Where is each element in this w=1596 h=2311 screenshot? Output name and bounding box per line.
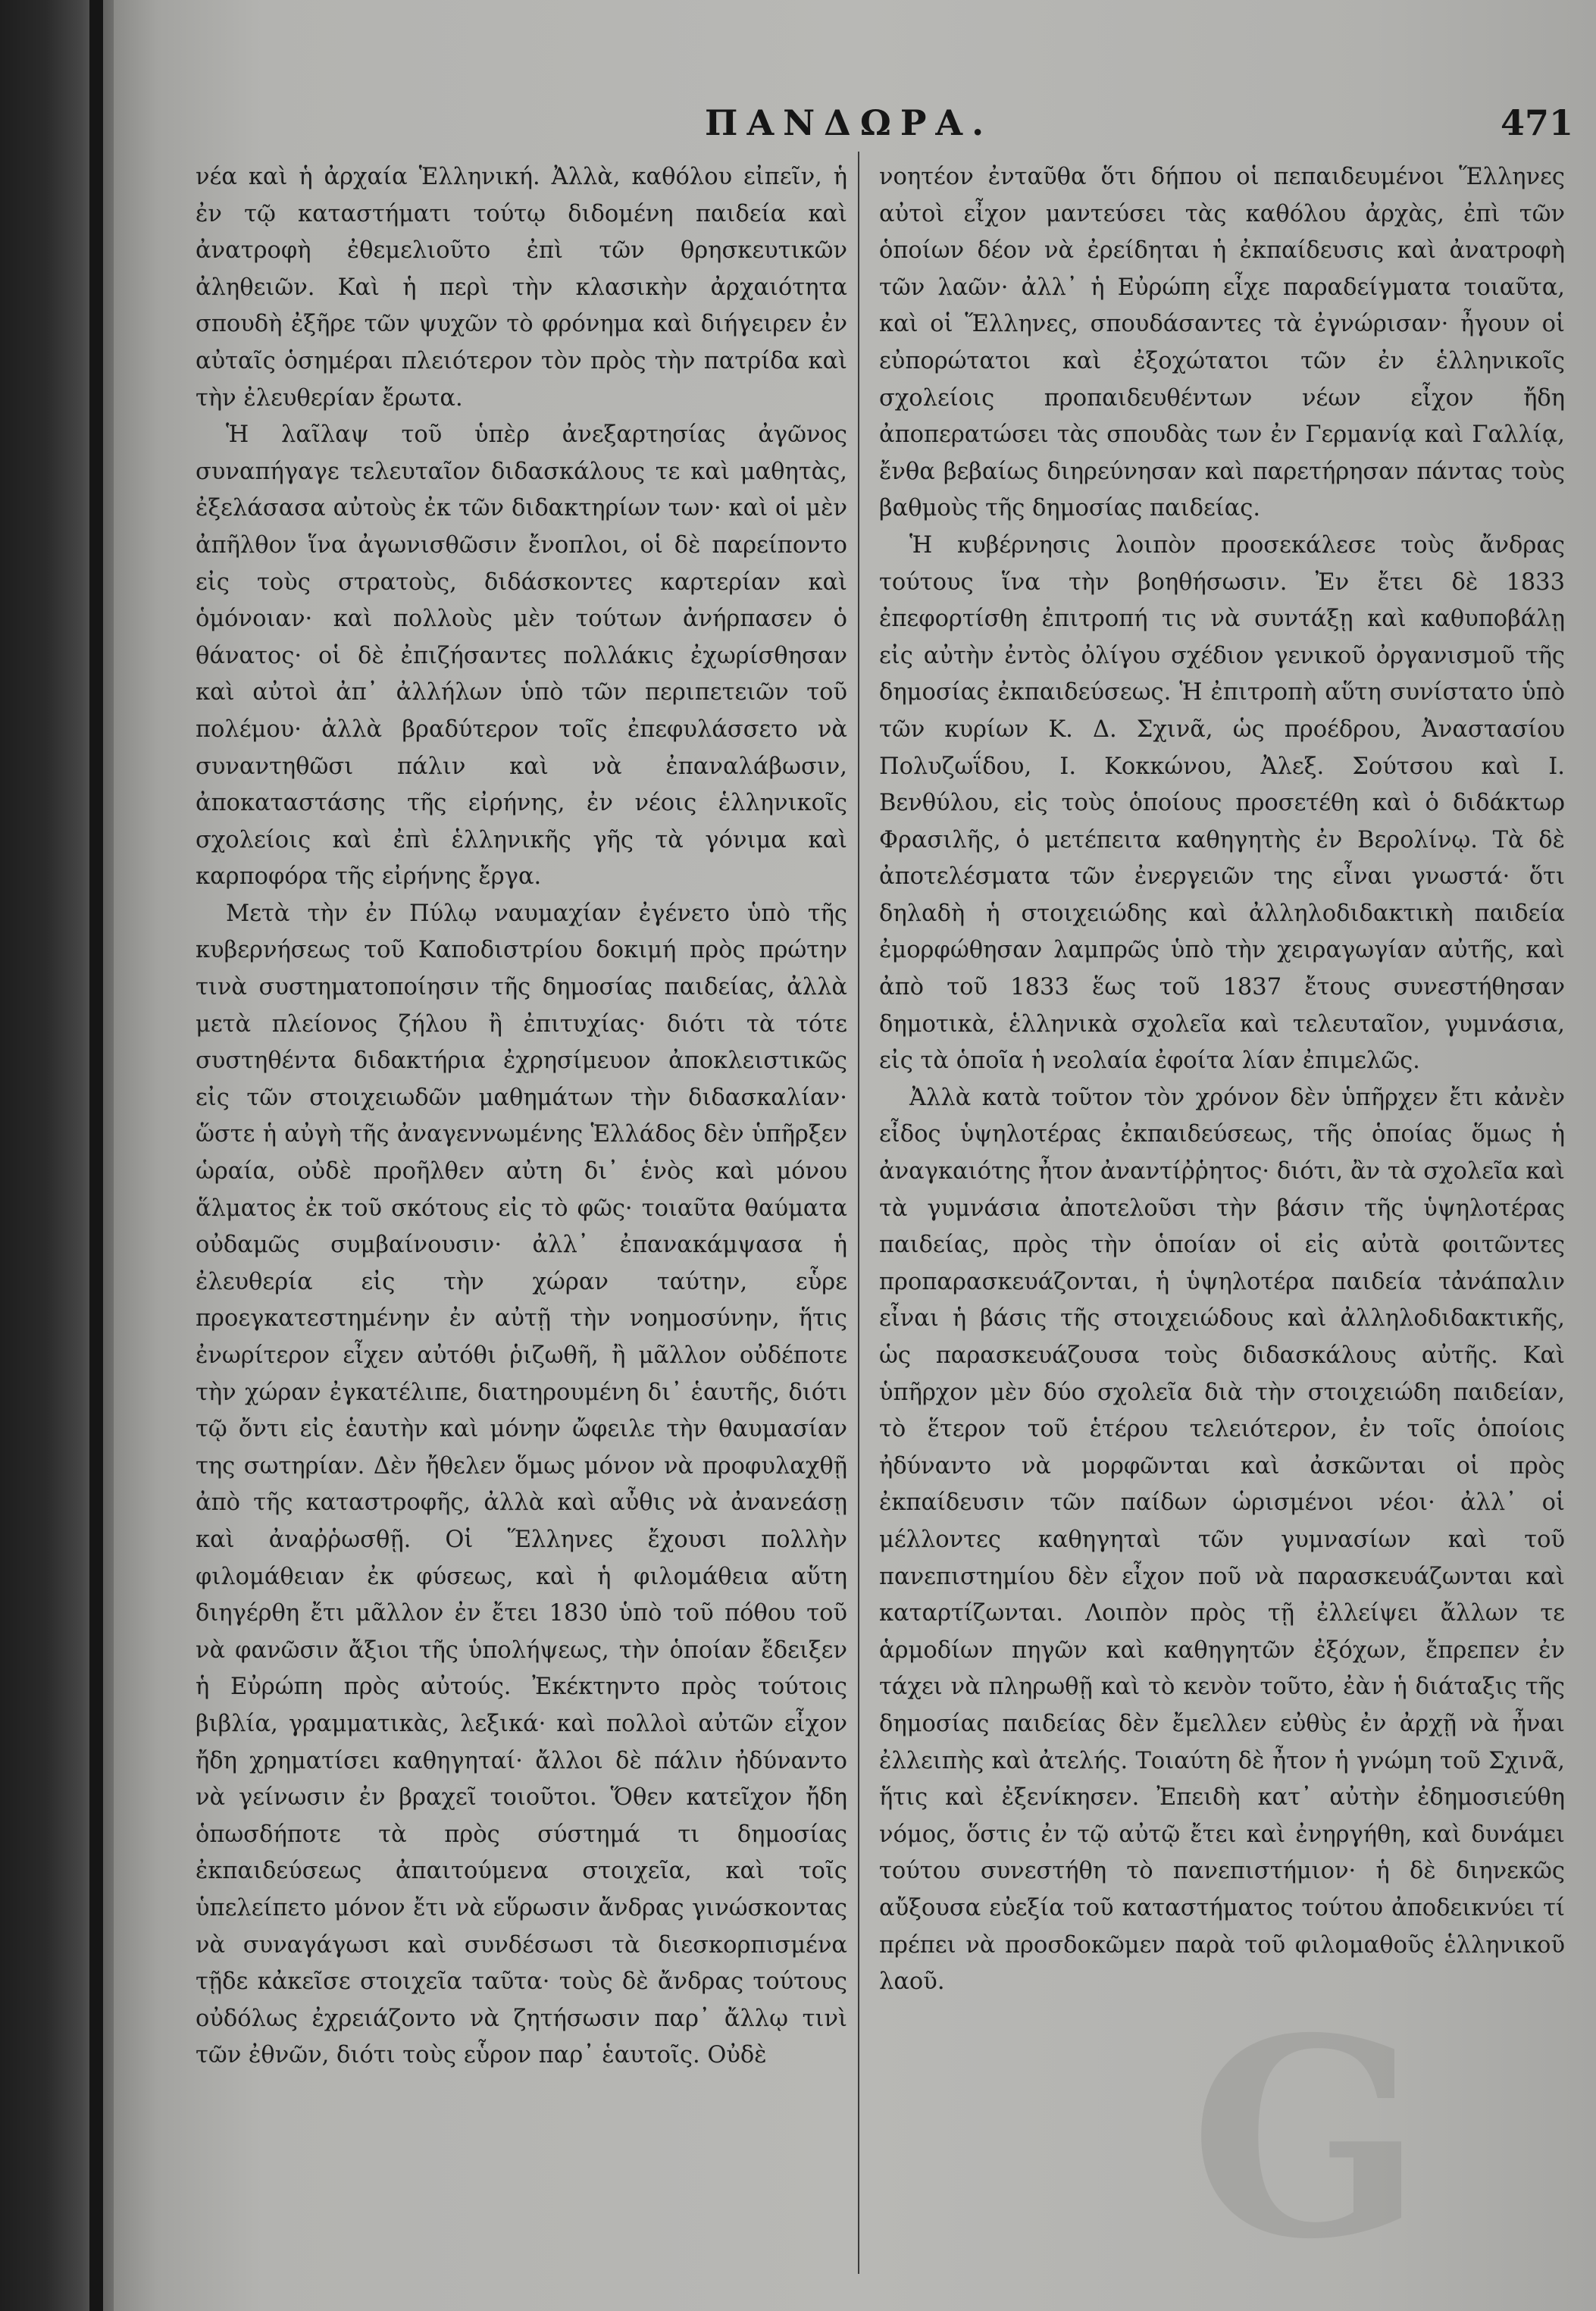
running-title: ΠΑΝΔΩΡΑ. (705, 102, 994, 143)
left-paragraph-3: Μετὰ τὴν ἐν Πύλῳ ναυμαχίαν ἐγένετο ὑπὸ τῆς κυβερνήσεως τοῦ Καποδιστρίου δοκιμή πρὸς πρώτην τινὰ συστηματοποίησιν τῆς δημοσίας παιδείας, ἀλλὰ μετὰ πλείονος ζήλου ἢ ἐπιτυχίας· διότι τὰ τότε συστηθέντα διδακτήρια ἐχρησίμευον ἀποκλειστικῶς εἰς τῶν στοιχειωδῶν μαθημάτων τὴν διδασκαλίαν· ὥστε ἡ αὐγὴ τῆς ἀναγεννωμένης Ἑλλάδος δὲν ὑπῆρξεν ὡραία, οὐδὲ προῆλθεν αὐτη δι᾽ ἑνὸς καὶ μόνου ἅλματος ἐκ τοῦ σκότους εἰς τὸ φῶς· τοιαῦτα θαύματα οὐδαμῶς συμβαίνουσιν· ἀλλ᾽ ἐπανακάμψασα ἡ ἐλευθερία εἰς τὴν χώραν ταύτην, εὗρε προεγκατεστημένην ἐν αὐτῇ τὴν νοημοσύνην, ἥτις ἐνωρίτερον εἶχεν αὐτόθι ῥιζωθῆ, ἢ μᾶλλον οὐδέποτε τὴν χώραν ἐγκατέλιπε, διατηρουμένη δι᾽ ἑαυτῆς, διότι τῷ ὄντι εἰς ἑαυτὴν καὶ μόνην ὤφειλε τὴν θαυμασίαν της σωτηρίαν. Δὲν ἤθελεν ὅμως μόνον νὰ προφυλαχθῇ ἀπὸ τῆς καταστροφῆς, ἀλλὰ καὶ αὖθις νὰ ἀνανεάσῃ καὶ ἀναῤῥωσθῇ. Οἱ Ἕλληνες ἔχουσι πολλὴν φιλομάθειαν ἐκ φύσεως, καὶ ἡ φιλομάθεια αὕτη διηγέρθη ἔτι μᾶλλον ἐν ἔτει 1830 ὑπὸ τοῦ πόθου τοῦ νὰ φανῶσιν ἄξιοι τῆς ὑπολήψεως, τὴν ὁποίαν ἔδειξεν ἡ Εὐρώπη πρὸς αὐτούς. Ἐκέκτηντο πρὸς τούτοις βιβλία, γραμματικὰς, λεξικά· καὶ πολλοὶ αὐτῶν εἶχον ἤδη χρηματίσει καθηγηταί· ἄλλοι δὲ πάλιν ἠδύναντο νὰ γείνωσιν ἐν βραχεῖ τοιοῦτοι. Ὅθεν κατεῖχον ἤδη ὁπωσδήποτε τὰ πρὸς σύστημά τι δημοσίας ἐκπαιδεύσεως ἀπαιτούμενα στοιχεῖα, καὶ τοῖς ὑπελείπετο μόνον ἔτι νὰ εὕρωσιν ἄνδρας γινώσκοντας νὰ συναγάγωσι καὶ συνδέσωσι τὰ διεσκορπισμένα τῇδε κἀκεῖσε στοιχεῖα ταῦτα· τοὺς δὲ ἄνδρας τούτους οὐδόλως ἐχρειάζοντο νὰ ζητήσωσιν παρ᾽ ἄλλῳ τινὶ τῶν ἐθνῶν, διότι τοὺς εὗρον παρ᾽ ἑαυτοῖς. Οὐδὲ (196, 900, 847, 2069)
left-paragraph-1: νέα καὶ ἡ ἀρχαία Ἑλληνική. Ἀλλὰ, καθόλου εἰπεῖν, ἡ ἐν τῷ καταστήματι τούτῳ διδομένη παιδεία καὶ ἀνατροφὴ ἐθεμελιοῦτο ἐπὶ τῶν θρησκευτικῶν ἀληθειῶν. Καὶ ἡ περὶ τὴν κλασικὴν ἀρχαιότητα σπουδὴ ἐξῆρε τῶν ψυχῶν τὸ φρόνημα καὶ διήγειρεν ἐν αὐταῖς ὁσημέραι πλειότερον τὸν πρὸς τὴν πατρίδα καὶ τὴν ἐλευθερίαν ἔρωτα. (196, 164, 847, 412)
left-paragraph-2: Ἡ λαῖλαψ τοῦ ὑπὲρ ἀνεξαρτησίας ἀγῶνος συναπήγαγε τελευταῖον διδασκάλους τε καὶ μαθητὰς, ἐξελάσασα αὐτοὺς ἐκ τῶν διδακτηρίων των· καὶ οἱ μὲν ἀπῆλθον ἵνα ἀγωνισθῶσιν ἔνοπλοι, οἱ δὲ παρείποντο εἰς τοὺς στρατοὺς, διδάσκοντες καρτερίαν καὶ ὁμόνοιαν· καὶ πολλοὺς μὲν τούτων ἀνήρπασεν ὁ θάνατος· οἱ δὲ ἐπιζήσαντες πολλάκις ἐχωρίσθησαν καὶ αὐτοὶ ἀπ᾽ ἀλλήλων ὑπὸ τῶν περιπετειῶν τοῦ πολέμου· ἀλλὰ βραδύτερον τοῖς ἐπεφυλάσσετο νὰ συναντηθῶσι πάλιν καὶ νὰ ἐπαναλάβωσιν, ἀποκαταστάσης τῆς εἰρήνης, ἐν νέοις ἑλληνικοῖς σχολείοις καὶ ἐπὶ ἑλληνικῆς γῆς τὰ γόνιμα καὶ καρποφόρα τῆς εἰρήνης ἔργα. (196, 421, 847, 891)
book-gutter (89, 0, 103, 2311)
page-header (114, 102, 1596, 148)
right-paragraph-3: Ἀλλὰ κατὰ τοῦτον τὸν χρόνον δὲν ὑπῆρχεν ἔτι κἀνὲν εἶδος ὑψηλοτέρας ἐκπαιδεύσεως, τῆς ὁποίας ὅμως ἡ ἀναγκαιότης ἦτον ἀναντίῤῥητος· διότι, ἂν τὰ σχολεῖα καὶ τὰ γυμνάσια ἀποτελοῦσι τὴν βάσιν τῆς ὑψηλοτέρας παιδείας, πρὸς τὴν ὁποίαν οἱ εἰς αὐτὰ φοιτῶντες προπαρασκευάζονται, ἡ ὑψηλοτέρα παιδεία τἀνάπαλιν εἶναι ἡ βάσις τῆς στοιχειώδους καὶ ἀλληλοδιδακτικῆς, ὡς παρασκευάζουσα τοὺς διδασκάλους αὐτῆς. Καὶ ὑπῆρχον μὲν δύο σχολεῖα διὰ τὴν στοιχειώδη παιδείαν, τὸ ἕτερον τοῦ ἑτέρου τελειότερον, ἐν τοῖς ὁποίοις ἠδύναντο νὰ μορφῶνται καὶ ἀσκῶνται οἱ πρὸς ἐκπαίδευσιν τῶν παίδων ὡρισμένοι νέοι· ἀλλ᾽ οἱ μέλλοντες καθηγηταὶ τῶν γυμνασίων καὶ τοῦ πανεπιστημίου δὲν εἶχον ποῦ νὰ παρασκευάζωνται καὶ καταρτίζωνται. Λοιπὸν πρὸς τῇ ἐλλείψει ἄλλων τε ἁρμοδίων πηγῶν καὶ καθηγητῶν ἐξόχων, ἔπρεπεν ἐν τάχει νὰ πληρωθῇ καὶ τὸ κενὸν τοῦτο, ἐὰν ἡ διάταξις τῆς δημοσίας παιδείας δὲν ἔμελλεν εὐθὺς ἐν ἀρχῇ νὰ ἦναι ἐλλειπὴς καὶ ἀτελής. Τοιαύτη δὲ ἦτον ἡ γνώμη τοῦ Σχινᾶ, ἥτις καὶ ἐξενίκησεν. Ἐπειδὴ κατ᾽ αὐτὴν ἐδημοσιεύθη νόμος, ὅστις ἐν τῷ αὐτῷ ἔτει καὶ ἐνηργήθη, καὶ δυνάμει τούτου συνεστήθη τὸ πανεπιστήμιον· ἡ δὲ διηνεκῶς αὔξουσα εὐεξία τοῦ καταστήματος τούτου ἀποδεικνύει τί πρέπει νὰ προσδοκῶμεν παρὰ τοῦ φιλομαθοῦς ἑλληνικοῦ λαοῦ. (879, 1084, 1565, 1996)
right-paragraph-2: Ἡ κυβέρνησις λοιπὸν προσεκάλεσε τοὺς ἄνδρας τούτους ἵνα τὴν βοηθήσωσιν. Ἐν ἔτει δὲ 1833 ἐπεφορτίσθη ἐπιτροπή τις νὰ συντάξῃ καὶ καθυποβάλῃ εἰς αὐτὴν ἐντὸς ὀλίγου σχέδιον γενικοῦ ὀργανισμοῦ τῆς δημοσίας ἐκπαιδεύσεως. Ἡ ἐπιτροπὴ αὕτη συνίστατο ὑπὸ τῶν κυρίων Κ. Δ. Σχινᾶ, ὡς προέδρου, Ἀναστασίου Πολυζωΐδου, Ι. Κοκκώνου, Ἀλεξ. Σούτσου καὶ Ι. Βενθύλου, εἰς τοὺς ὁποίους προσετέθη καὶ ὁ διδάκτωρ Φρασιλῆς, ὁ μετέπειτα καθηγητὴς ἐν Βερολίνῳ. Τὰ δὲ ἀποτελέσματα τῶν ἐνεργειῶν της εἶναι γνωστά· ὅτι δηλαδὴ ἡ στοιχειώδης καὶ ἀλληλοδιδακτικὴ παιδεία ἐμορφώθησαν λαμπρῶς ὑπὸ τὴν χειραγωγίαν αὐτῆς, καὶ ἀπὸ τοῦ 1833 ἕως τοῦ 1837 ἔτους συνεστήθησαν δημοτικὰ, ἑλληνικὰ σχολεῖα καὶ τελευταῖον, γυμνάσια, εἰς τὰ ὁποῖα ἡ νεολαία ἐφοίτα λίαν ἐπιμελῶς. (879, 531, 1565, 1075)
library-stamp-watermark: G (1190, 1978, 1423, 2299)
page-number: 471 (1500, 102, 1573, 143)
column-divider (858, 152, 859, 2274)
book-page (114, 0, 1596, 2311)
left-column (196, 159, 847, 2075)
right-column (879, 159, 1565, 2001)
right-paragraph-1: νοητέον ἐνταῦθα ὅτι δήπου οἱ πεπαιδευμένοι Ἕλληνες αὐτοὶ εἶχον μαντεύσει τὰς καθόλου ἀρχὰς, ἐπὶ τῶν ὁποίων δέον νὰ ἐρείδηται ἡ ἐκπαίδευσις καὶ ἀνατροφὴ τῶν λαῶν· ἀλλ᾽ ἡ Εὐρώπη εἶχε παραδείγματα τοιαῦτα, καὶ οἱ Ἕλληνες, σπουδάσαντες τὰ ἐγνώρισαν· ἦγουν οἱ εὐπορώτατοι καὶ ἐξοχώτατοι τῶν ἐν ἑλληνικοῖς σχολείοις προπαιδευθέντων νέων εἶχον ἤδη ἀποπερατώσει τὰς σπουδὰς των ἐν Γερμανίᾳ καὶ Γαλλίᾳ, ἔνθα βεβαίως διηρεύνησαν καὶ παρετήρησαν πάντας τοὺς βαθμοὺς τῆς δημοσίας παιδείας. (879, 164, 1565, 522)
